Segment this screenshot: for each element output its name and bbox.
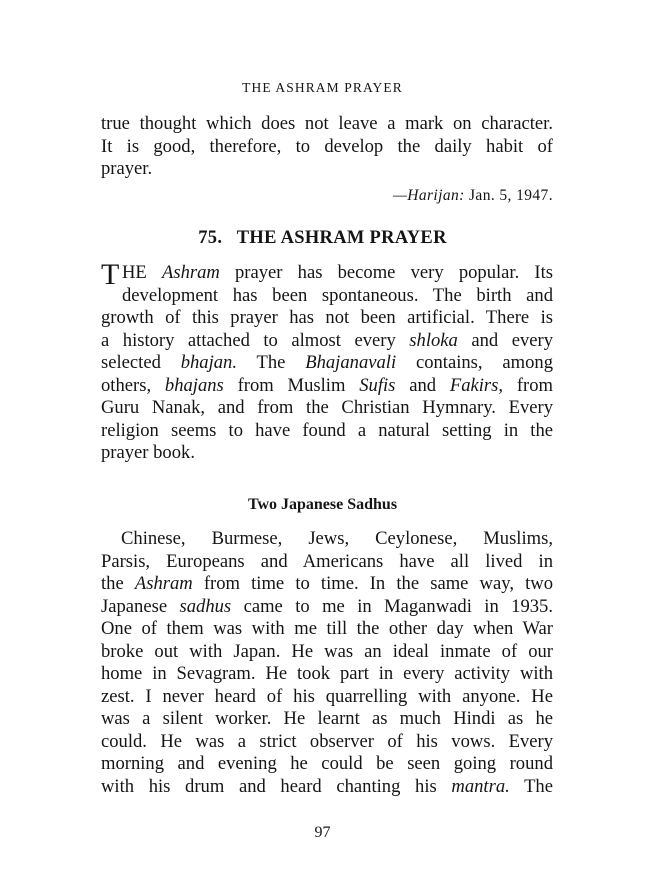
text-run: with his drum and heard chanting his bbox=[101, 775, 452, 797]
text-line: Chinese, Burmese, Jews, Ceylonese, Muslims, bbox=[121, 528, 553, 549]
text-line bbox=[101, 573, 553, 596]
text-run: Japanese bbox=[101, 595, 180, 617]
text-line: Guru Nanak, and from the Christian Hymnary. Every bbox=[101, 397, 553, 418]
text-run: selected bbox=[101, 352, 181, 373]
text-line: growth of this prayer has not been artificial. There is bbox=[101, 307, 553, 328]
italic-run: Ashram bbox=[161, 262, 220, 283]
text-run: from Muslim bbox=[223, 374, 360, 396]
section-subheading: Two Japanese Sadhus bbox=[247, 496, 398, 513]
text-line: broke out with Japan. He was an ideal inmate of our bbox=[101, 640, 553, 662]
text-line: zest. I never heard of his quarrelling with anyone. He bbox=[101, 685, 553, 707]
text-line: morning and evening he could be seen going round bbox=[101, 753, 553, 774]
text-line bbox=[101, 375, 553, 398]
chapter-number: 75. bbox=[198, 228, 223, 248]
text-line bbox=[101, 596, 553, 619]
text-line: prayer book. bbox=[101, 442, 195, 463]
text-line: home in Sevagram. He took part in every activity with bbox=[101, 663, 553, 684]
text-run: from bbox=[503, 374, 553, 396]
text-run: The bbox=[237, 352, 306, 373]
italic-run: Sufis bbox=[359, 374, 396, 396]
text-line bbox=[101, 776, 553, 799]
text-run: and every bbox=[457, 329, 553, 351]
italic-run: Fakirs, bbox=[449, 374, 504, 396]
italic-run: Bhajanavali bbox=[305, 352, 397, 373]
text-run: a history attached to almost every bbox=[101, 329, 410, 351]
text-line: It is good, therefore, to develop the daily habit of bbox=[101, 135, 553, 157]
text-run: prayer has become very popular. Its bbox=[219, 262, 554, 283]
citation-date: Jan. 5, 1947. bbox=[469, 187, 553, 204]
text-line bbox=[101, 330, 553, 353]
chapter-heading bbox=[0, 228, 645, 249]
text-line: One of them was with me till the other day when War bbox=[101, 618, 553, 639]
page-number: 97 bbox=[314, 824, 331, 841]
citation bbox=[393, 187, 553, 205]
text-line bbox=[101, 262, 553, 285]
italic-run: mantra. bbox=[451, 775, 510, 797]
text-line: prayer. bbox=[101, 158, 153, 179]
text-run: contains, among bbox=[396, 352, 553, 373]
text-run: HE bbox=[122, 262, 162, 283]
text-run: and bbox=[395, 374, 450, 396]
text-run: The bbox=[509, 775, 553, 797]
text-line: true thought which does not leave a mark on character. bbox=[101, 113, 553, 134]
text-run: others, bbox=[101, 374, 165, 396]
drop-cap: T bbox=[101, 258, 120, 291]
text-run: from time to time. In the same way, two bbox=[192, 573, 553, 594]
text-line: was a silent worker. He learnt as much Hindi as he bbox=[101, 708, 553, 729]
text-line: Parsis, Europeans and Americans have all lived in bbox=[101, 550, 553, 572]
italic-run: shloka bbox=[409, 329, 458, 351]
text-line bbox=[101, 352, 553, 375]
text-line: could. He was a strict observer of his vows. Every bbox=[101, 730, 553, 752]
italic-run: bhajan. bbox=[180, 352, 238, 373]
italic-run: bhajans bbox=[164, 374, 224, 396]
intro-paragraph bbox=[101, 113, 553, 181]
italic-run: sadhus bbox=[179, 595, 232, 617]
citation-source: —Harijan: bbox=[393, 187, 465, 204]
text-run: the bbox=[101, 573, 135, 594]
text-line: religion seems to have found a natural setting in the bbox=[101, 419, 553, 441]
running-head: THE ASHRAM PRAYER bbox=[242, 80, 403, 95]
paragraph-ashram-prayer bbox=[101, 258, 554, 465]
chapter-title: THE ASHRAM PRAYER bbox=[236, 228, 447, 248]
text-line: development has been spontaneous. The birth and bbox=[122, 284, 553, 306]
paragraph-japanese-sadhus bbox=[101, 528, 553, 798]
italic-run: Ashram bbox=[134, 573, 193, 594]
text-run: came to me in Maganwadi in 1935. bbox=[231, 595, 553, 617]
